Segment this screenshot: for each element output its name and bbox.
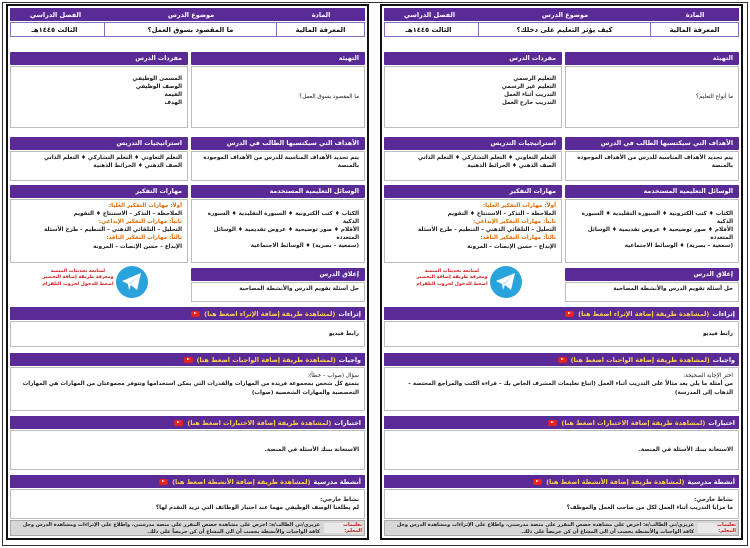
enrichment-label: إثراءات	[712, 309, 735, 318]
vocab-list	[10, 66, 188, 128]
activity-text: ما مزايا التدريب أثناء العمل لكل من صاحب العمل والموظف؟	[566, 505, 733, 512]
homework-howto-link[interactable]: (لمشاهدة طريقة إضافة الواجبات اضغط هنا)	[196, 355, 336, 364]
intro-text: ما أنواع التعليم؟	[695, 93, 733, 100]
activity-label: نشاط خارجي:	[320, 497, 359, 503]
vocab-item: التعليم الرسمي	[513, 76, 556, 82]
info-row	[10, 22, 365, 37]
activity-text: لم يطلعنا الوصف الوظيفي مهما عند اختيار الوظائف التي تريد التقدم لها؟	[155, 505, 359, 512]
teacher-instructions	[384, 520, 739, 536]
activities-label: أنشطة مدرسية	[313, 477, 361, 486]
youtube-icon[interactable]	[191, 311, 200, 317]
topic-value: كيف يؤثر التعليم على دخلك؟	[478, 23, 650, 36]
enrichment-title	[384, 307, 739, 320]
thinking-line: الإبداع – حسن الإنصات – المرونة	[93, 243, 182, 250]
closing-body	[565, 282, 739, 302]
closing-title: إغلاق الدرس	[191, 268, 365, 281]
thinking-heading: ثالثاً: مهارات التفكير الناقد:	[480, 235, 556, 242]
instructions-label: تعليمات المعلم:	[324, 523, 362, 533]
youtube-icon[interactable]	[558, 357, 567, 363]
term-label: الفصل الدراسي	[29, 10, 82, 19]
homework-title	[384, 353, 739, 366]
strategies-line: الصف الذهني ♦ الخرائط الذهنية	[467, 163, 556, 170]
vocab-item: التدريب أثناء العمل	[504, 92, 556, 99]
youtube-icon[interactable]	[174, 420, 183, 426]
instructions-text: عزيزي/تي الطالب/ة: احرص على مشاهدة حصص المقرر على منصة مدرستي، واطلاع على الإثراءات ومشاهدة الدرس وحل كافة الواجبات والأنشطة بحسب أن الى المشاع أن كن حريصاً على ذلك.	[396, 522, 694, 535]
activities-title	[384, 475, 739, 488]
video-link[interactable]: رابط فيديو	[703, 331, 733, 337]
thinking-line: التحليل – التلقائي الذهني – التنظيم - طرح الأسئلة	[418, 227, 556, 234]
vocab-item: التعليم غير الرسمي	[501, 84, 556, 91]
aids-body	[191, 199, 365, 263]
question-stem: من أمثلة ما يلي يعد مثالاً على التدريب أثناء العمل	[597, 381, 733, 388]
aids-line: الكتاب ♦ كتب الكترونية ♦ السبورة التقليدية ♦ السبورة الذكية	[581, 211, 733, 226]
telegram-icon	[490, 266, 522, 298]
objectives-text: يتم تحديد الأهداف المناسبة للدرس من الأهداف الموجودة بالمنصة	[203, 155, 359, 170]
question-label: سؤال (صواب – خطأ):	[307, 373, 359, 379]
strategies-line: الصف الذهني ♦ الخرائط الذهنية	[93, 163, 182, 170]
activities-label: أنشطة مدرسية	[687, 477, 735, 486]
vocab-item: القيمة	[164, 92, 182, 99]
activity-label: نشاط خارجي:	[694, 497, 733, 503]
lesson-plan-page-1	[380, 4, 743, 540]
intro-body	[191, 66, 365, 128]
lesson-plan-page-2	[6, 4, 369, 540]
thinking-line: الملاحظة – التذكر – الاستنتاج ♦ التقويم	[447, 211, 556, 218]
aids-line: الكتاب ♦ كتب الكترونية ♦ السبورة التقليدية ♦ السبورة الذكية	[207, 211, 359, 226]
video-link[interactable]: رابط فيديو	[329, 331, 359, 337]
info-row	[384, 22, 739, 37]
thinking-heading: ثانياً: مهارات التفكير الإبداعي:	[472, 219, 556, 226]
tests-label: اختبارات	[708, 418, 735, 427]
aids-line: الأقلام ♦ صور توضيحية ♦ عروض تقديمية ♦ الوسائل المتعددة	[587, 227, 733, 242]
question-label: اختر الإجابة الصحيحة:	[683, 373, 733, 379]
question-text	[390, 380, 733, 397]
term-value: الثالث ١٤٤٥هـ	[405, 25, 452, 34]
strategies-title: استراتيجيات التدريس	[384, 137, 562, 150]
instructions-text: عزيزي/تي الطالب/ة: احرص على مشاهدة حصص المقرر على منصة مدرستي، واطلاع على الإثراءات ومشاهدة الدرس وحل كافة الواجبات والأنشطة بحسب أن الى المشاع أن كن حريصاً على ذلك.	[22, 522, 320, 535]
topic-label: موضوع الدرس	[167, 10, 215, 19]
closing-text: حل أسئلة تقويم الدرس والأنشطة المصاحبة	[239, 286, 359, 292]
enrichment-howto-link[interactable]: (لمشاهدة طريقة إضافة الإثراء اضغط هنا)	[204, 309, 336, 318]
enrichment-label: إثراءات	[338, 309, 361, 318]
subject-label: المادة	[685, 10, 705, 19]
strategies-line: التعلم التعاوني ♦ التعلم التشاركي ♦ التعلم الذاتي	[44, 155, 182, 161]
activities-body	[384, 489, 739, 519]
vocab-item: التدريب خارج العمل	[502, 100, 556, 107]
subject-value: المعرفة المالية	[650, 23, 738, 36]
activities-howto-link[interactable]: (لمشاهدة طريقة إضافة الأنشطة اضغط هنا)	[172, 477, 311, 486]
activities-title	[10, 475, 365, 488]
question-options: والمهارات الشخصية (صواب)	[251, 389, 330, 396]
homework-body	[384, 367, 739, 411]
telegram-text: لمتابعة تحديثات المنصة ومعرفة طريقة إضافة التحضير اضغط للدخول لجروب التلقرام	[42, 269, 114, 287]
vocab-list	[384, 66, 562, 128]
closing-text: حل أسئلة تقويم الدرس والأنشطة المصاحبة	[613, 286, 733, 292]
youtube-icon[interactable]	[184, 357, 193, 363]
tests-howto-link[interactable]: (لمشاهدة طريقة إضافة الاختبارات اضغط هنا)	[187, 418, 332, 427]
youtube-icon[interactable]	[565, 311, 574, 317]
vocab-item: الهدف	[164, 100, 182, 107]
term-label: الفصل الدراسي	[403, 10, 456, 19]
thinking-title: مهارات التفكير	[384, 185, 562, 198]
aids-line: (سمعية – بصرية) ♦ الوسائط الاجتماعية	[250, 243, 359, 250]
strategies-body	[10, 151, 188, 181]
homework-body	[10, 367, 365, 411]
aids-title: الوسائل التعليمية المستخدمة	[565, 185, 739, 198]
strategies-body	[384, 151, 562, 181]
topic-label: موضوع الدرس	[541, 10, 589, 19]
teacher-instructions	[10, 520, 365, 536]
strategies-line: التعلم التعاوني ♦ التعلم التشاركي ♦ التعلم الذاتي	[418, 155, 556, 161]
activities-body	[10, 489, 365, 519]
aids-line: (سمعية – بصرية) ♦ الوسائط الاجتماعية	[624, 243, 733, 250]
objectives-body	[191, 151, 365, 181]
telegram-text: لمتابعة تحديثات المنصة ومعرفة طريقة إضافة التحضير اضغط للدخول لجروب التلقرام	[416, 269, 488, 287]
objectives-title: الأهداف التي سيكتسبها الطالب في الدرس	[191, 137, 365, 150]
tests-title	[384, 416, 739, 429]
aids-body	[565, 199, 739, 263]
vocab-item: الوصف الوظيفي	[135, 84, 182, 91]
closing-body	[191, 282, 365, 302]
question-text	[16, 380, 359, 397]
subject-value: المعرفة المالية	[276, 23, 364, 36]
telegram-link[interactable]	[416, 264, 526, 302]
objectives-title: الأهداف التي سيكتسبها الطالب في الدرس	[565, 137, 739, 150]
youtube-icon[interactable]	[548, 420, 557, 426]
instructions-label: تعليمات المعلم:	[698, 523, 736, 533]
telegram-link[interactable]	[42, 264, 152, 302]
question-stem: يتمتع كل شخص بمجموعة فريدة من المهارات والقدرات التي يمكن استخدامها وتتوفر مجموعتان من المهارات هي المهارات التخصصية	[22, 381, 359, 396]
tests-body	[384, 430, 739, 470]
enrichment-howto-link[interactable]: (لمشاهدة طريقة إضافة الإثراء اضغط هنا)	[578, 309, 710, 318]
thinking-body	[10, 199, 188, 263]
vocab-title: مفردات الدرس	[10, 52, 188, 65]
homework-label: واجبات	[338, 355, 361, 364]
header-row	[384, 8, 739, 21]
telegram-icon	[116, 266, 148, 298]
intro-text: ما المقصود بسوق العمل؟	[299, 93, 359, 100]
activities-howto-link[interactable]: (لمشاهدة طريقة إضافة الأنشطة اضغط هنا)	[546, 477, 685, 486]
intro-body	[565, 66, 739, 128]
intro-title: التهيئة	[565, 52, 739, 65]
enrichment-body	[384, 321, 739, 347]
youtube-icon[interactable]	[533, 479, 542, 485]
tests-title	[10, 416, 365, 429]
tests-howto-link[interactable]: (لمشاهدة طريقة إضافة الاختبارات اضغط هنا)	[561, 418, 706, 427]
thinking-line: التحليل – التلقائي الذهني – التنظيم - طرح الأسئلة	[44, 227, 182, 234]
objectives-body	[565, 151, 739, 181]
closing-title: إغلاق الدرس	[565, 268, 739, 281]
homework-howto-link[interactable]: (لمشاهدة طريقة إضافة الواجبات اضغط هنا)	[570, 355, 710, 364]
homework-label: واجبات	[712, 355, 735, 364]
youtube-icon[interactable]	[159, 479, 168, 485]
thinking-heading: أولاً: مهارات التفكير العليا:	[482, 203, 556, 209]
enrichment-title	[10, 307, 365, 320]
thinking-line: الإبداع – حسن الإنصات – المرونة	[467, 243, 556, 250]
thinking-title: مهارات التفكير	[10, 185, 188, 198]
vocab-item: المسمى الوظيفي	[132, 76, 182, 82]
tests-text: الاستعانة ببنك الأسئلة في المنصة.	[638, 446, 733, 453]
aids-title: الوسائل التعليمية المستخدمة	[191, 185, 365, 198]
thinking-heading: أولاً: مهارات التفكير العليا:	[108, 203, 182, 209]
question-options: (اتباع تعليمات المشرف الخاص بك – قراءة الكتب والمراجع المختصة – الذهاب إلى المدرسة)	[408, 381, 733, 396]
homework-title	[10, 353, 365, 366]
tests-body	[10, 430, 365, 470]
tests-text: الاستعانة ببنك الأسئلة في المنصة.	[264, 446, 359, 453]
intro-title: التهيئة	[191, 52, 365, 65]
vocab-title: مفردات الدرس	[384, 52, 562, 65]
thinking-heading: ثانياً: مهارات التفكير الإبداعي:	[98, 219, 182, 226]
thinking-heading: ثالثاً: مهارات التفكير الناقد:	[106, 235, 182, 242]
term-value: الثالث ١٤٤٥هـ	[31, 25, 78, 34]
aids-line: الأقلام ♦ صور توضيحية ♦ عروض تقديمية ♦ الوسائل المتعددة	[213, 227, 359, 242]
tests-label: اختبارات	[334, 418, 361, 427]
thinking-body	[384, 199, 562, 263]
header-row	[10, 8, 365, 21]
topic-value: ما المقصود بسوق العمل؟	[104, 23, 276, 36]
subject-label: المادة	[311, 10, 331, 19]
thinking-line: الملاحظة – التذكر – الاستنتاج ♦ التقويم	[73, 211, 182, 218]
enrichment-body	[10, 321, 365, 347]
strategies-title: استراتيجيات التدريس	[10, 137, 188, 150]
objectives-text: يتم تحديد الأهداف المناسبة للدرس من الأهداف الموجودة بالمنصة	[577, 155, 733, 170]
